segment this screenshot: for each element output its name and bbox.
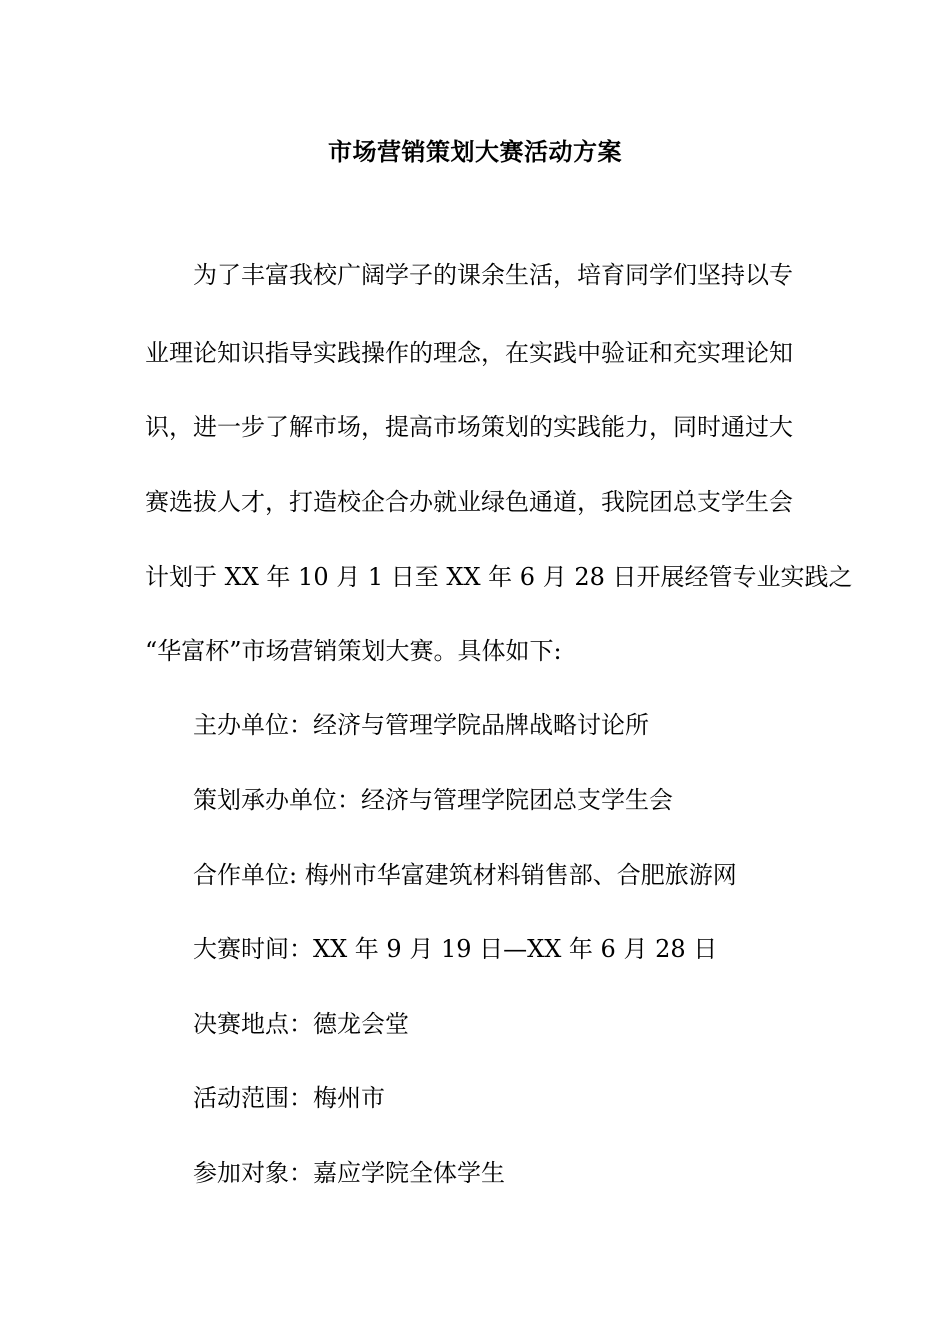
detail-partners: 合作单位: 梅州市华富建筑材料销售部、合肥旅游网: [193, 861, 737, 889]
intro-line-3: 识，进一步了解市场，提高市场策划的实践能力，同时通过大: [145, 413, 793, 441]
detail-final-venue: 决赛地点：德龙会堂: [193, 1010, 409, 1038]
detail-undertaker: 策划承办单位：经济与管理学院团总支学生会: [193, 786, 673, 814]
detail-participants: 参加对象：嘉应学院全体学生: [193, 1159, 505, 1187]
detail-organizer: 主办单位：经济与管理学院品牌战略讨论所: [193, 711, 649, 739]
document-title: 市场营销策划大赛活动方案: [328, 137, 622, 166]
intro-line-1: 为了丰富我校广阔学子的课余生活，培育同学们坚持以专: [193, 261, 793, 289]
intro-line-4: 赛选拔人才，打造校企合办就业绿色通道，我院团总支学生会: [145, 488, 793, 516]
detail-time: 大赛时间：XX 年 9 月 19 日—XX 年 6 月 28 日: [193, 935, 718, 963]
detail-scope: 活动范围：梅州市: [193, 1084, 385, 1112]
intro-line-6: “华富杯”市场营销策划大赛。具体如下:: [145, 637, 562, 665]
intro-line-2: 业理论知识指导实践操作的理念，在实践中验证和充实理论知: [145, 339, 793, 367]
intro-line-5: 计划于 XX 年 10 月 1 日至 XX 年 6 月 28 日开展经管专业实践之: [145, 563, 853, 591]
